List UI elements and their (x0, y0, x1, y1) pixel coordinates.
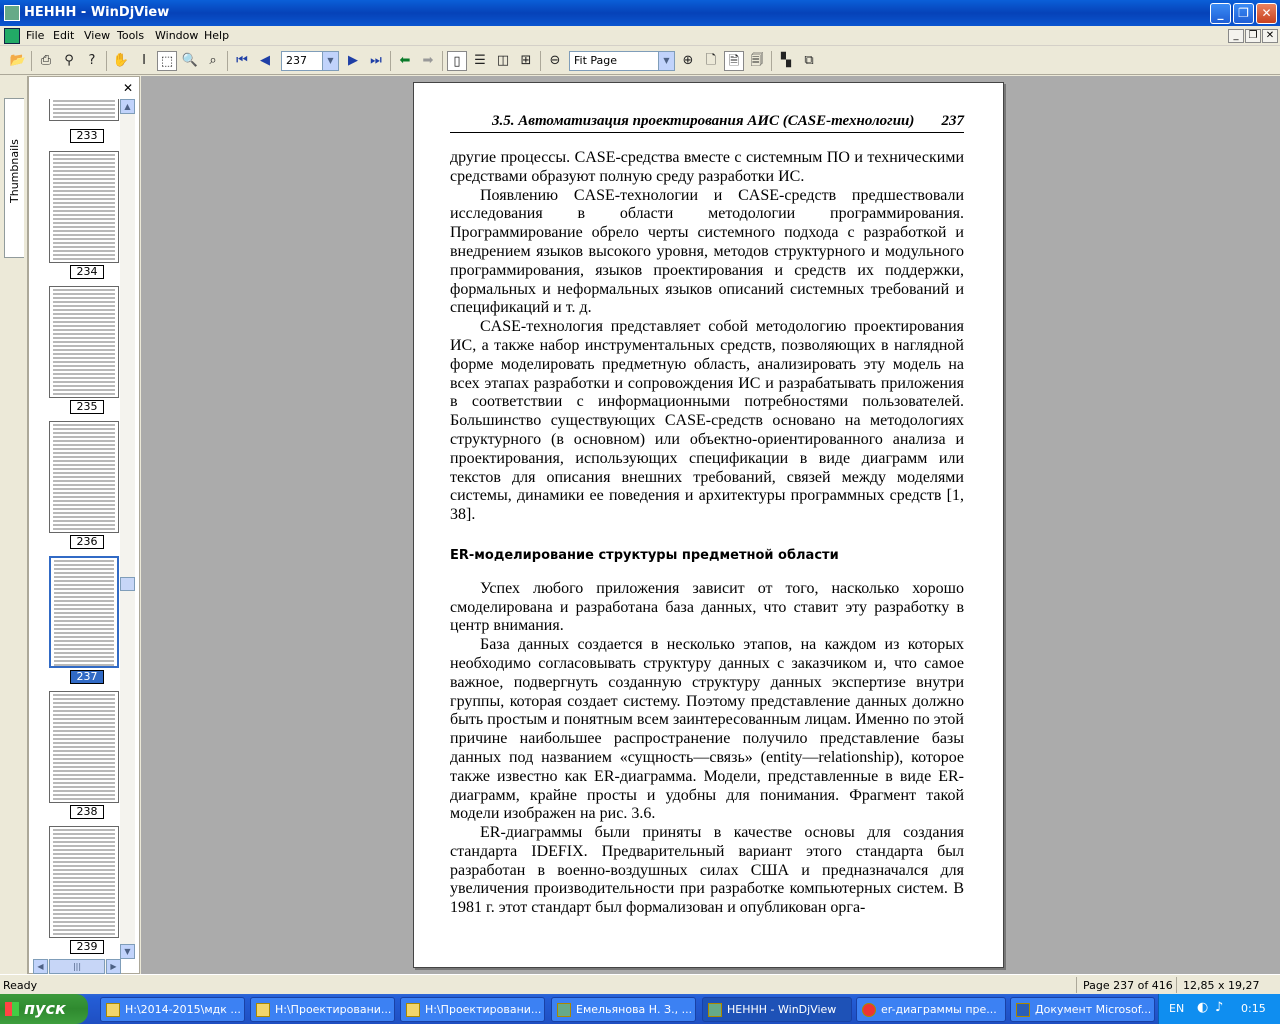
print-icon[interactable]: ⎙ (40, 53, 52, 68)
mdi-minimize-button[interactable]: _ (1228, 29, 1244, 43)
first-page-icon[interactable]: ⏮ (236, 53, 248, 68)
back-icon[interactable]: ⬅ (399, 53, 411, 68)
folder-icon (406, 1003, 420, 1017)
thumbnail-237[interactable] (49, 556, 119, 668)
chevron-down-icon[interactable]: ▼ (658, 52, 674, 70)
thumbnail-list (29, 99, 121, 955)
network-icon[interactable]: ◐ (1197, 1000, 1209, 1015)
page-info: Page 237 of 416 (1076, 977, 1179, 993)
menu-bar (0, 26, 1280, 46)
page-icon[interactable]: 🗋 (705, 53, 717, 68)
zoom-in-icon[interactable]: ⊕ (682, 53, 694, 68)
paragraph: другие процессы. CASE-средства вместе с системным ПО и техническими средствами образуют полную среду разработки ИС. (450, 149, 964, 185)
language-indicator[interactable]: EN (1169, 1002, 1185, 1015)
section-heading: ER-моделирование структуры предметной области (450, 547, 839, 563)
thumbnail-233[interactable] (49, 99, 119, 121)
windjview-icon (557, 1003, 571, 1017)
mdi-close-button[interactable]: ✕ (1262, 29, 1278, 43)
thumbnail-235[interactable] (49, 286, 119, 398)
scroll-thumb[interactable] (120, 577, 135, 591)
mdi-restore-button[interactable]: ❐ (1245, 29, 1261, 43)
status-text: Ready (3, 979, 38, 992)
select-rect-icon[interactable]: ⬚ (157, 51, 177, 71)
thumbnail-label: 233 (70, 129, 104, 143)
fit-width-icon[interactable]: 🗐 (750, 53, 764, 68)
chevron-down-icon[interactable]: ▼ (322, 52, 338, 70)
thumbnail-label: 239 (70, 940, 104, 954)
folder-icon (106, 1003, 120, 1017)
taskbar (0, 994, 1280, 1024)
window-title: HEHHH - WinDjView (24, 5, 170, 20)
thumbnail-label-current: 237 (70, 670, 104, 684)
windjview-icon (708, 1003, 722, 1017)
zoom-out-icon[interactable]: ⊖ (549, 53, 561, 68)
paragraph: Успех любого приложения зависит от того, насколько хорошо смоделирована и разработана база данных, что ставит эту разработку в центр внимания. (450, 579, 964, 635)
app-icon (4, 5, 20, 21)
last-page-icon[interactable]: ⏭ (370, 53, 382, 68)
paragraph: Появлению CASE-технологии и CASE-средств предшествовали исследования в области методологии программирования. Программирование обрело черты системного подхода с разработкой и внедрением языков высокого уровня, методов структурного и модульного программирования, языков проектирования и средств их поддержки, формальных и неформальных языков описаний системных требований и спецификаций и т. д. (450, 186, 964, 317)
task-folder-2[interactable]: H:\Проектировани... (250, 997, 395, 1022)
thumbnails-vscrollbar[interactable] (120, 99, 135, 959)
thumbnail-label: 238 (70, 805, 104, 819)
menu-tools[interactable]: Tools (117, 29, 145, 42)
thumbnail-238[interactable] (49, 691, 119, 803)
fit-page-icon[interactable]: 🗎 (724, 51, 744, 71)
thumbnail-234[interactable] (49, 151, 119, 263)
hscroll-thumb[interactable]: ||| (49, 959, 105, 974)
scroll-up-icon[interactable]: ▲ (120, 99, 135, 114)
continuous-facing-icon[interactable]: ⊞ (520, 53, 532, 68)
task-word[interactable]: Документ Microsof... (1010, 997, 1155, 1022)
header-title: 3.5. Автоматизация проектирования АИС (CASE-технологии) (492, 113, 915, 129)
close-icon[interactable]: ✕ (122, 81, 133, 95)
help-icon[interactable]: ? (88, 53, 96, 68)
task-windjview-1[interactable]: Емельянова Н. З., ... (551, 997, 696, 1022)
clock: 0:15 (1241, 1002, 1266, 1015)
select-text-icon[interactable]: Ⅰ (142, 53, 146, 68)
paragraph: База данных создается в несколько этапов, на каждом из которых необходимо согласовывать структуру данных с заказчиком и, что самое важное, подвергнуть созданную структуру данных экспертизе внутри группы, которая создает систему. Поэтому представление данных должно быть простым и понятным всем заинтересованным лицам. Именно по этой причине наибольшее распространение получило представление базы данных под названием «сущность—связь» (entity—relationship), которое также известно как ER-диаграмма. Модели, представленные в виде ER-диаграмм, крайне просты и удобны для понимания. Фрагмент такой модели изображен на рис. 3.6. (450, 636, 964, 823)
continuous-icon[interactable]: ☰ (474, 53, 486, 68)
document-page[interactable] (413, 82, 1004, 968)
menu-view[interactable]: View (84, 29, 111, 42)
title-bar (0, 0, 1280, 26)
windows-logo-icon (5, 1002, 19, 1016)
task-folder-3[interactable]: H:\Проектировани... (400, 997, 545, 1022)
paragraph: ER-диаграммы были приняты в качестве основы для создания стандарта IDEFIX. Предварительный вариант этого стандарта был разработан в военно-воздушных силах США и предназначался для увеличения производительности при разработке компьютерных систем. В 1981 г. этот стандарт был формализован и опубликован орга- (450, 824, 964, 917)
header-page-number: 237 (941, 113, 964, 129)
paragraph: CASE-технология представляет собой методологию проектирования ИС, а также набор инструментальных средств, позволяющих в наглядной форме моделировать предметную область, анализировать эту модель на всех этапах разработки и сопровождения ИС и разрабатывать приложения в соответствии с информационными потребностями пользователей. Большинство существующих CASE-средств основано на методологиях структурного (в основном) или объектно-ориентированного анализа и проектирования, использующих спецификации в виде диаграмм или текстов для описания внешних требований, связей между моделями системы, динамики ее поведения и архитектуры программных средств [1, 38]. (450, 318, 964, 524)
system-tray (1158, 994, 1280, 1024)
scroll-right-icon[interactable]: ▶ (106, 959, 121, 974)
single-page-icon[interactable]: ▯ (447, 51, 467, 71)
menu-window[interactable]: Window (155, 29, 199, 42)
page-size: 12,85 x 19,27 (1176, 977, 1280, 993)
scroll-left-icon[interactable]: ◀ (33, 959, 48, 974)
task-windjview-active[interactable]: HEHHH - WinDjView (702, 997, 852, 1022)
menu-help[interactable]: Help (204, 29, 230, 42)
menu-edit[interactable]: Edit (53, 29, 75, 42)
close-button[interactable]: ✕ (1256, 3, 1277, 24)
thumbnail-236[interactable] (49, 421, 119, 533)
thumbnails-hscrollbar[interactable] (33, 959, 121, 974)
maximize-button[interactable]: ❐ (1233, 3, 1254, 24)
thumbnails-pane (28, 76, 140, 974)
open-icon[interactable]: 📂 (9, 53, 27, 68)
next-page-icon[interactable]: ▶ (348, 53, 358, 68)
thumbnail-label: 234 (70, 265, 104, 279)
facing-icon[interactable]: ◫ (496, 53, 510, 68)
start-button[interactable]: пуск (0, 994, 88, 1024)
volume-icon[interactable]: ♪ (1215, 1000, 1224, 1015)
status-bar (0, 974, 1280, 994)
zoom-select[interactable]: Fit Page ▼ (569, 51, 675, 71)
thumbnail-label: 236 (70, 535, 104, 549)
color-mode-icon[interactable]: ▚ (781, 53, 791, 68)
page-header (450, 113, 964, 133)
toolbar (0, 47, 1280, 75)
page-number-field[interactable]: 237 ▼ (281, 51, 339, 71)
layers-icon[interactable]: ⧉ (804, 53, 814, 68)
word-icon (1016, 1003, 1030, 1017)
chrome-icon (862, 1003, 876, 1017)
task-folder-1[interactable]: H:\2014-2015\мдк ... (100, 997, 245, 1022)
menu-file[interactable]: File (26, 29, 45, 42)
prev-page-icon[interactable]: ◀ (260, 53, 270, 68)
scroll-down-icon[interactable]: ▼ (120, 944, 135, 959)
find-icon[interactable]: ⚲ (64, 53, 74, 68)
thumbnail-label: 235 (70, 400, 104, 414)
hand-tool-icon[interactable]: ✋ (112, 53, 130, 68)
minimize-button[interactable]: _ (1210, 3, 1231, 24)
zoom-icon[interactable]: 🔍 (181, 53, 199, 68)
folder-icon (256, 1003, 270, 1017)
document-icon[interactable] (4, 28, 20, 44)
tab-thumbnails[interactable]: Thumbnails (4, 98, 24, 258)
thumbnail-239[interactable] (49, 826, 119, 938)
page-body (450, 149, 964, 918)
forward-icon[interactable]: ➡ (422, 53, 434, 68)
zoom-rect-icon[interactable]: ⌕ (209, 53, 217, 68)
sidebar-tabs (0, 76, 28, 974)
task-chrome[interactable]: er-диаграммы пре... (856, 997, 1006, 1022)
